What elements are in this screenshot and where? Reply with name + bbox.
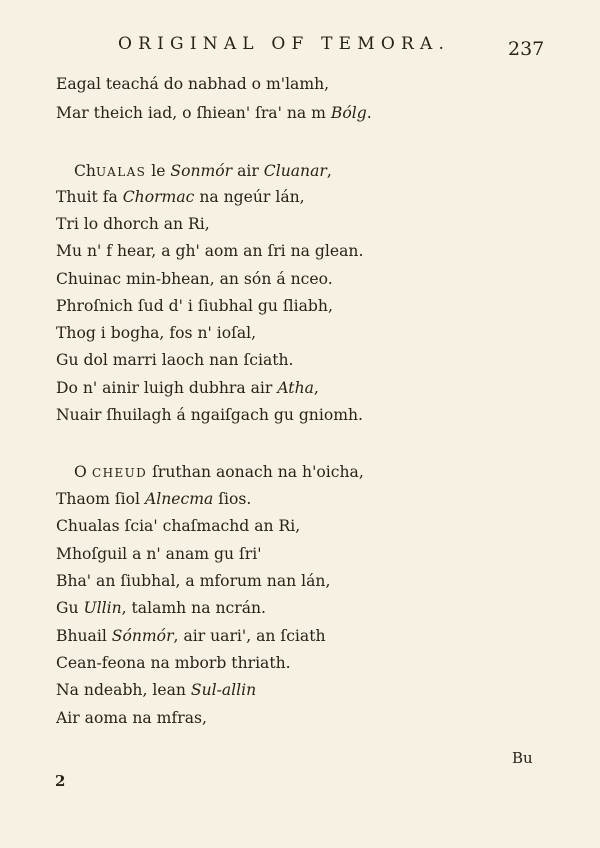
poem-line: Eagal teachá do nabhad o m'lamh, (56, 75, 330, 93)
poem-line: Na ndeabh, lean Sul-allin (56, 681, 257, 699)
poem-line: Mhoſguil a n' anam gu ſri' (56, 545, 262, 563)
poem-line: Bha' an ſiubhal, a mforum nan lán, (56, 572, 331, 590)
poem-line: Bhuail Sónmór, air uari', an ſciath (56, 627, 326, 645)
poem-line: Mu n' f hear, a gh' aom an ſri na glean. (56, 242, 364, 260)
poem-line: Gu Ullin, talamh na ncrán. (56, 599, 266, 617)
poem-line: Air aoma na mfras, (56, 709, 207, 727)
running-title: ORIGINAL OF TEMORA. (118, 34, 451, 54)
poem-line: Chuinac min-bhean, an són á nceo. (56, 270, 333, 288)
poem-line: Mar theich iad, o ſhiean' ſra' na m Bólg. (56, 104, 372, 122)
poem-line: Do n' ainir luigh dubhra air Atha, (56, 379, 319, 397)
signature-mark: 2 (55, 772, 66, 790)
poem-line: Thog i bogha, fos n' ioſal, (56, 324, 257, 342)
catchword: Bu (512, 749, 533, 767)
poem-line: Tri lo dhorch an Ri, (56, 215, 210, 233)
poem-line: Chualas ſcia' chaſmachd an Ri, (56, 517, 301, 535)
poem-line: Nuair ſhuilagh á ngaiſgach gu gniomh. (56, 406, 364, 424)
poem-line: Cean-feona na mborb thriath. (56, 654, 291, 672)
poem-line: Gu dol marri laoch nan ſciath. (56, 351, 294, 369)
page-number: 237 (508, 38, 545, 60)
poem-line: Thaom ſiol Alnecma ſios. (56, 490, 252, 508)
stanza-opening-line: ChUALAS le Sonmór air Cluanar, (74, 162, 332, 180)
poem-line: Phroſnich ſud d' i ſiubhal gu ſliabh, (56, 297, 333, 315)
stanza-opening-line: O CHEUD ſruthan aonach na h'oicha, (74, 463, 364, 481)
poem-line: Thuit fa Chormac na ngeúr lán, (56, 188, 305, 206)
